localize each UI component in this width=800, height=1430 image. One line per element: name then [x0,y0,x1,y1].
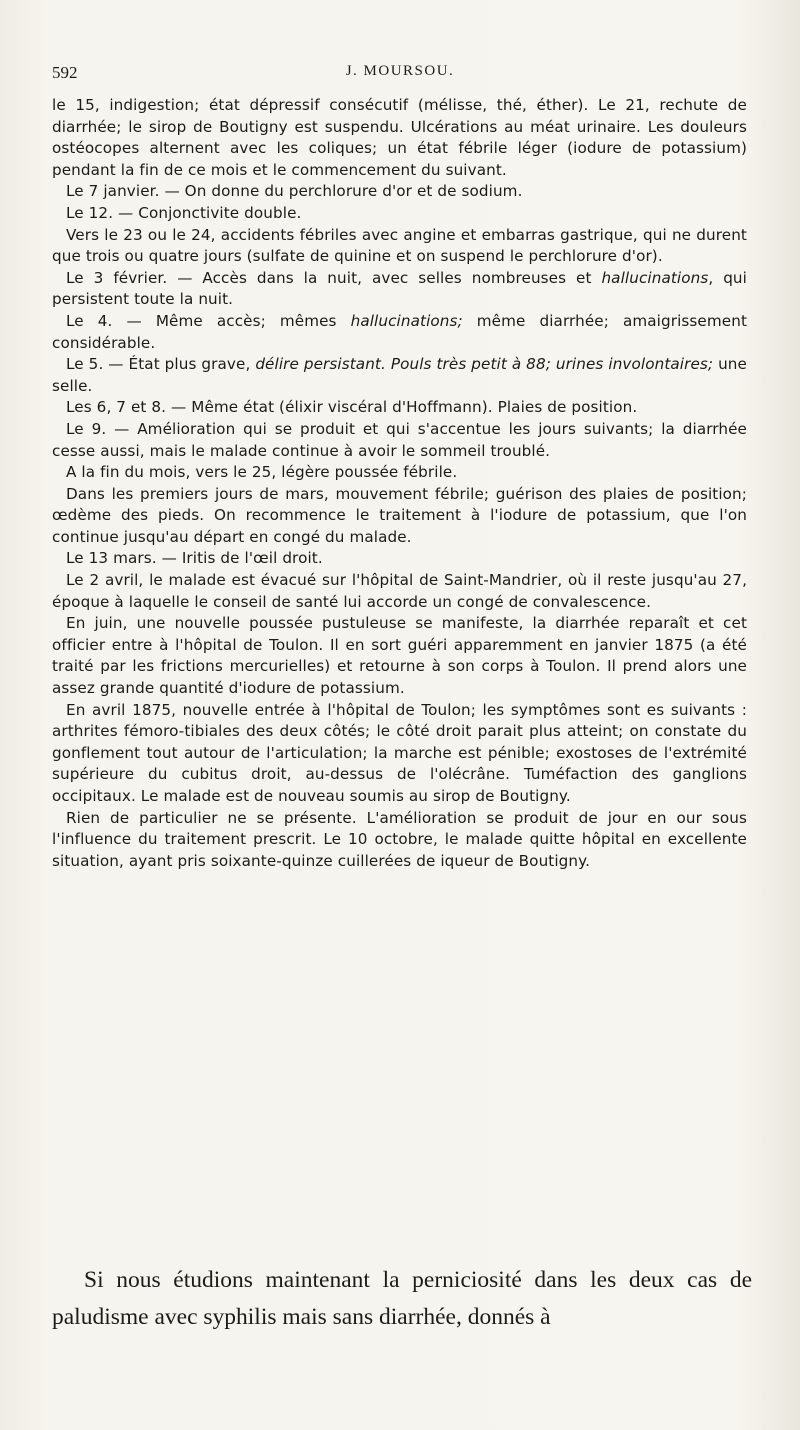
paragraph: Le 13 mars. — Iritis de l'œil droit. [66,549,323,568]
running-title: J. MOURSOU. [345,63,455,79]
body-text [52,95,747,872]
paragraph-with-emphasis [52,311,747,354]
lead-paragraph [52,1262,752,1336]
paragraph: Rien de particulier ne se présente. L'amélioration se produit de jour en our sous l'influence du traitement prescrit. Le 10 octobre, le malade quitte hôpital en excellente situation, ayant pris soixante-quinze cuillerées de iqueur de Boutigny. [52,808,747,870]
paragraph: le 15, indigestion; état dépressif consécutif (mélisse, thé, éther). Le 21, rechute de diarrhée; le sirop de Boutigny est suspendu. Ulcérations au méat urinaire. Les douleurs ostéocopes alternent avec les coliques; un état fébrile léger (iodure de potassium) pendant la fin de ce mois et le commencement du suivant. [52,96,747,179]
paragraph: Les 6, 7 et 8. — Même état (élixir viscéral d'Hoffmann). Plaies de position. [66,398,638,417]
page-number: 592 [52,63,78,82]
paragraph: Le 9. — Amélioration qui se produit et qui s'accentue les jours suivants; la diarrhée cesse aussi, mais le malade continue à avoir le sommeil troublé. [52,419,747,460]
emphasized-text: hallucinations; [350,311,463,330]
paragraph: Le 7 janvier. — On donne du perchlorure d'or et de sodium. [66,182,523,201]
text-run: , qui persistent toute la nuit. [52,268,747,309]
paragraph: A la fin du mois, vers le 25, légère poussée fébrile. [66,463,458,482]
paragraph: En avril 1875, nouvelle entrée à l'hôpital de Toulon; les symptômes sont es suivants : arthrites fémoro-tibiales des deux côtés; le côté droit parait plus atteint; on constate du gonflement tout autour de l'articulation; la marche est pénible; exostoses de l'extrémité supérieure du cubitus droit, au-dessus de l'olécrâne. Tuméfaction des ganglions occipitaux. Le malade est de nouveau soumis au sirop de Boutigny. [52,700,747,805]
text-run: Le 3 février. — Accès dans la nuit, avec selles nombreuses et [66,268,602,287]
paragraph: Le 12. — Conjonctivite double. [66,203,302,222]
paragraph: Le 2 avril, le malade est évacué sur l'hôpital de Saint-Mandrier, où il reste jusqu'au 27, époque à laquelle le conseil de santé lui accorde un congé de convalescence. [52,571,747,611]
text-run: Le 5. — État plus grave, [66,355,256,374]
paragraph-with-emphasis [52,354,747,397]
lead-text: Si nous étudions maintenant la perniciosité dans les deux cas de paludisme avec syphilis mais sans diarrhée, donnés à [52,1267,752,1330]
paragraph: En juin, une nouvelle poussée pustuleuse se manifeste, la diarrhée reparaît et cet officier entre à l'hôpital de Toulon. Il en sort guéri apparemment en janvier 1875 (a été traité par les frictions mercurielles) et retourne à son corps à Toulon. Il prend alors une assez grande quantité d'iodure de potassium. [52,614,747,698]
paragraph: Dans les premiers jours de mars, mouvement fébrile; guérison des plaies de position; œdème des pieds. On recommence le traitement à l'iodure de potassium, que l'on continue jusqu'au départ en congé du malade. [52,484,747,546]
text-run: une selle. [52,355,747,395]
paragraph-with-emphasis [52,268,747,311]
paragraph: Vers le 23 ou le 24, accidents fébriles avec angine et embarras gastrique, qui ne durent que trois ou quatre jours (sulfate de quinine et on suspend le perchlorure d'or). [52,225,747,266]
emphasized-text: délire persistant. Pouls très petit à 88; urines involontaires; [255,355,714,374]
running-head [52,63,748,85]
text-run: Le 4. — Même accès; mêmes [66,311,351,330]
emphasized-text: hallucinations [601,268,709,287]
text-run: même diarrhée; amaigrissement considérable. [52,311,747,352]
